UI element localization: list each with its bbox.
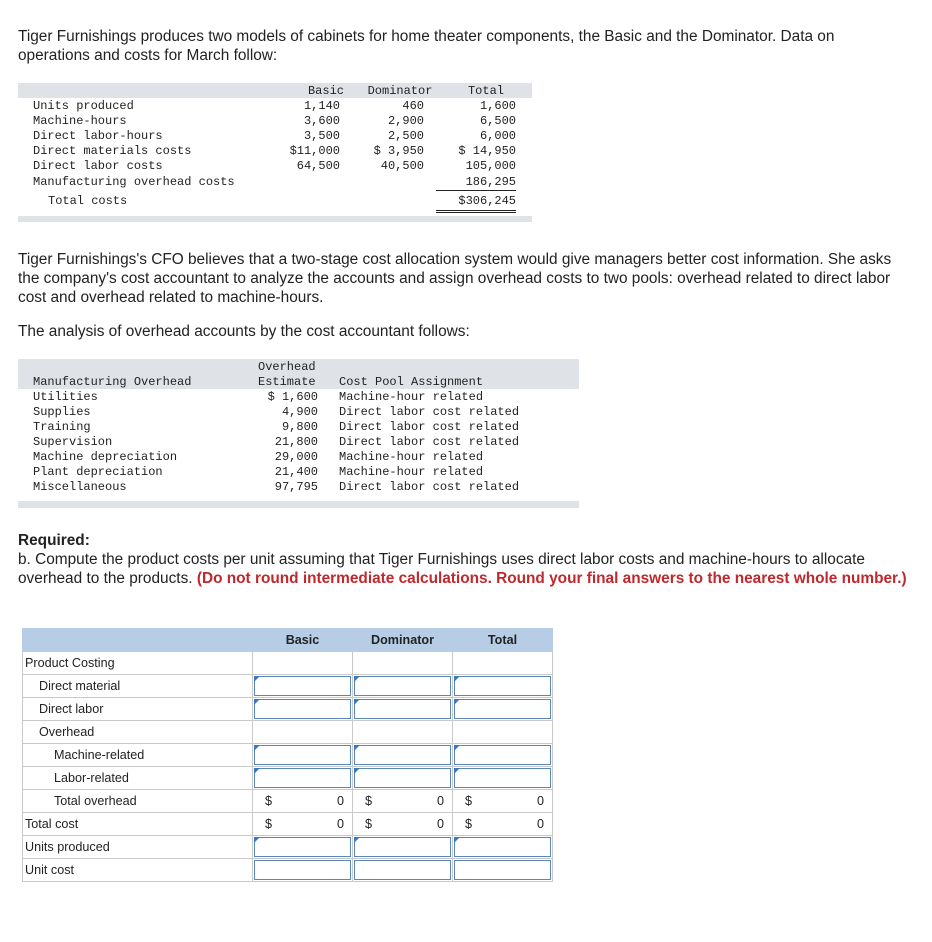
direct-material-dominator-input[interactable]	[353, 675, 453, 698]
table-row	[18, 159, 532, 174]
cell-dominator: 460	[402, 99, 424, 113]
dollar-sign: $	[365, 817, 373, 831]
total-cost-dominator	[353, 813, 453, 836]
direct-labor-total-input[interactable]	[453, 698, 553, 721]
computed-value: 0	[436, 794, 444, 808]
table-row	[18, 99, 532, 114]
input-box[interactable]	[254, 676, 351, 696]
cell-basic: 64,500	[296, 159, 340, 173]
cell-total: 6,500	[479, 114, 516, 128]
cfo-paragraph: Tiger Furnishings's CFO believes that a two-stage cost allocation system would give managers better cost information. She asks the company's cost accountant to analyze the accounts and assign overhead costs to two pools: overhead related to direct labor cost and overhead related to machine-hours.	[18, 251, 892, 306]
flag-icon	[254, 676, 260, 682]
input-box[interactable]	[454, 837, 551, 857]
overhead-table	[18, 359, 579, 508]
row-label: Supplies	[33, 405, 91, 419]
table-row	[18, 480, 579, 495]
direct-labor-basic-input[interactable]	[253, 698, 353, 721]
labor-related-total-input[interactable]	[453, 767, 553, 790]
empty-cell	[253, 652, 353, 675]
total-cost-total	[453, 813, 553, 836]
cell-pool: Direct labor cost related	[339, 480, 520, 494]
unit-cost-dominator-input[interactable]	[353, 859, 453, 882]
table-row	[18, 465, 579, 480]
flag-icon	[454, 837, 460, 843]
cell-total: $306,245	[436, 194, 516, 213]
table-bottom-band	[18, 501, 579, 508]
cell-total: $ 14,950	[458, 144, 516, 158]
input-box[interactable]	[354, 745, 451, 765]
row-machine-related: Machine-related	[23, 744, 253, 767]
row-label: Units produced	[33, 99, 134, 113]
table-row	[23, 859, 553, 882]
dollar-sign: $	[365, 794, 373, 808]
direct-labor-dominator-input[interactable]	[353, 698, 453, 721]
cell-amount: 9,800	[281, 420, 318, 434]
intro-paragraph: Tiger Furnishings produces two models of cabinets for home theater components, the Basic and the Dominator. Data on operations and costs for March follow:	[18, 28, 835, 64]
units-produced-dominator-input[interactable]	[353, 836, 453, 859]
table-row	[18, 114, 532, 129]
computed-value: 0	[336, 794, 344, 808]
required-text	[18, 550, 908, 588]
cell-basic: 1,140	[303, 99, 340, 113]
table-row	[23, 790, 553, 813]
cell-amount: 4,900	[281, 405, 318, 419]
table-row	[18, 175, 532, 190]
total-overhead-total	[453, 790, 553, 813]
grid-header-blank	[23, 629, 253, 652]
cell-total: 6,000	[479, 129, 516, 143]
row-label: Miscellaneous	[33, 480, 127, 494]
grid-header-row	[23, 629, 553, 652]
flag-icon	[354, 768, 360, 774]
table-row	[18, 450, 579, 465]
row-unit-cost: Unit cost	[23, 859, 253, 882]
cell-dominator: 2,900	[387, 114, 424, 128]
input-box[interactable]	[454, 676, 551, 696]
direct-material-total-input[interactable]	[453, 675, 553, 698]
cell-pool: Direct labor cost related	[339, 435, 520, 449]
cell-basic: $11,000	[289, 144, 340, 158]
table-header-row	[18, 375, 579, 390]
cell-pool: Machine-hour related	[339, 465, 484, 479]
input-box[interactable]	[254, 860, 351, 880]
cell-total: 1,600	[479, 99, 516, 113]
row-total-cost: Total cost	[23, 813, 253, 836]
row-label: Supervision	[33, 435, 113, 449]
row-label: Plant depreciation	[33, 465, 163, 479]
units-produced-basic-input[interactable]	[253, 836, 353, 859]
unit-cost-basic-input[interactable]	[253, 859, 353, 882]
input-box[interactable]	[354, 860, 451, 880]
row-label: Direct materials costs	[33, 144, 192, 158]
required-note: (Do not round intermediate calculations. Round your final answers to the nearest whole number.)	[196, 570, 907, 587]
table-row	[18, 390, 579, 405]
row-label: Total costs	[48, 194, 128, 208]
row-label: Direct labor costs	[33, 159, 163, 173]
operations-table	[18, 83, 532, 222]
flag-icon	[254, 745, 260, 751]
answer-grid	[22, 628, 553, 882]
table-header-row	[18, 84, 532, 99]
table-bottom-band	[18, 216, 532, 222]
input-box[interactable]	[254, 699, 351, 719]
table-row	[18, 420, 579, 435]
row-units-produced: Units produced	[23, 836, 253, 859]
table-row	[23, 721, 553, 744]
col-total-header: Total	[467, 84, 504, 98]
input-box[interactable]	[454, 860, 551, 880]
row-label: Utilities	[33, 390, 98, 404]
required-section	[18, 531, 908, 588]
table-row	[23, 813, 553, 836]
input-box[interactable]	[254, 768, 351, 788]
empty-cell	[353, 721, 453, 744]
row-label: Direct labor-hours	[33, 129, 163, 143]
input-box[interactable]	[354, 676, 451, 696]
flag-icon	[354, 837, 360, 843]
cell-basic: 3,500	[303, 129, 340, 143]
table-row	[23, 675, 553, 698]
table-row	[23, 652, 553, 675]
required-question: b. Compute the product costs per unit assuming that Tiger Furnishings uses direct labor costs and machine-hours to allocate overhead to the products.	[18, 551, 865, 587]
table-row	[18, 405, 579, 420]
cell-pool: Machine-hour related	[339, 390, 484, 404]
cell-pool: Direct labor cost related	[339, 405, 520, 419]
cell-pool: Machine-hour related	[339, 450, 484, 464]
direct-material-basic-input[interactable]	[253, 675, 353, 698]
total-cost-basic	[253, 813, 353, 836]
cell-pool: Direct labor cost related	[339, 420, 520, 434]
table-row	[23, 698, 553, 721]
cell-amount: 21,800	[274, 435, 318, 449]
table-row	[18, 194, 532, 209]
total-overhead-dominator	[353, 790, 453, 813]
flag-icon	[254, 768, 260, 774]
cell-dominator: 2,500	[387, 129, 424, 143]
dollar-sign: $	[465, 794, 473, 808]
input-box[interactable]	[354, 837, 451, 857]
cell-amount: 97,795	[274, 480, 318, 494]
row-direct-labor: Direct labor	[23, 698, 253, 721]
row-overhead: Overhead	[23, 721, 253, 744]
computed-value: 0	[536, 817, 544, 831]
input-box[interactable]	[454, 699, 551, 719]
table-row	[18, 435, 579, 450]
dollar-sign: $	[465, 817, 473, 831]
flag-icon	[354, 745, 360, 751]
table-row	[23, 767, 553, 790]
input-box[interactable]	[454, 745, 551, 765]
cell-total: 186,295	[436, 175, 516, 191]
computed-value: 0	[436, 817, 444, 831]
col-dominator-header: Dominator	[367, 84, 433, 98]
empty-cell	[453, 721, 553, 744]
col-label-header: Manufacturing Overhead	[33, 375, 192, 389]
col-overhead-header: Overhead	[258, 360, 316, 374]
cell-amount: 21,400	[274, 465, 318, 479]
grid-col-basic: Basic	[253, 629, 353, 652]
grid-col-dominator: Dominator	[353, 629, 453, 652]
flag-icon	[254, 699, 260, 705]
row-total-overhead: Total overhead	[23, 790, 253, 813]
empty-cell	[353, 652, 453, 675]
empty-cell	[253, 721, 353, 744]
empty-cell	[453, 652, 553, 675]
computed-value: 0	[336, 817, 344, 831]
input-box[interactable]	[254, 837, 351, 857]
analysis-paragraph: The analysis of overhead accounts by the cost accountant follows:	[18, 323, 470, 340]
row-label: Training	[33, 420, 91, 434]
flag-icon	[454, 745, 460, 751]
dollar-sign: $	[265, 817, 273, 831]
row-label: Manufacturing overhead costs	[33, 175, 235, 189]
labor-related-basic-input[interactable]	[253, 767, 353, 790]
col-estimate-header: Estimate	[258, 375, 316, 389]
required-heading: Required:	[18, 532, 90, 549]
dollar-sign: $	[265, 794, 273, 808]
row-label: Machine-hours	[33, 114, 127, 128]
flag-icon	[354, 676, 360, 682]
input-box[interactable]	[254, 745, 351, 765]
input-box[interactable]	[354, 699, 451, 719]
flag-icon	[454, 768, 460, 774]
machine-related-basic-input[interactable]	[253, 744, 353, 767]
input-box[interactable]	[354, 768, 451, 788]
row-labor-related: Labor-related	[23, 767, 253, 790]
cell-amount: 29,000	[274, 450, 318, 464]
col-basic-header: Basic	[307, 84, 344, 98]
table-row	[18, 144, 532, 159]
table-row	[23, 836, 553, 859]
computed-value: 0	[536, 794, 544, 808]
machine-related-total-input[interactable]	[453, 744, 553, 767]
cell-dominator: $ 3,950	[373, 144, 424, 158]
cell-total: 105,000	[465, 159, 516, 173]
flag-icon	[354, 699, 360, 705]
row-label: Machine depreciation	[33, 450, 178, 464]
table-header-row	[18, 360, 579, 375]
total-overhead-basic	[253, 790, 353, 813]
cell-basic: 3,600	[303, 114, 340, 128]
unit-cost-total-input[interactable]	[453, 859, 553, 882]
row-product-costing: Product Costing	[23, 652, 253, 675]
row-direct-material: Direct material	[23, 675, 253, 698]
cell-amount: $ 1,600	[267, 390, 318, 404]
cell-dominator: 40,500	[380, 159, 424, 173]
machine-related-dominator-input[interactable]	[353, 744, 453, 767]
col-pool-header: Cost Pool Assignment	[339, 375, 484, 389]
flag-icon	[454, 676, 460, 682]
flag-icon	[454, 699, 460, 705]
grid-col-total: Total	[453, 629, 553, 652]
table-row	[23, 744, 553, 767]
flag-icon	[254, 837, 260, 843]
input-box[interactable]	[454, 768, 551, 788]
table-row	[18, 129, 532, 144]
units-produced-total-input[interactable]	[453, 836, 553, 859]
labor-related-dominator-input[interactable]	[353, 767, 453, 790]
